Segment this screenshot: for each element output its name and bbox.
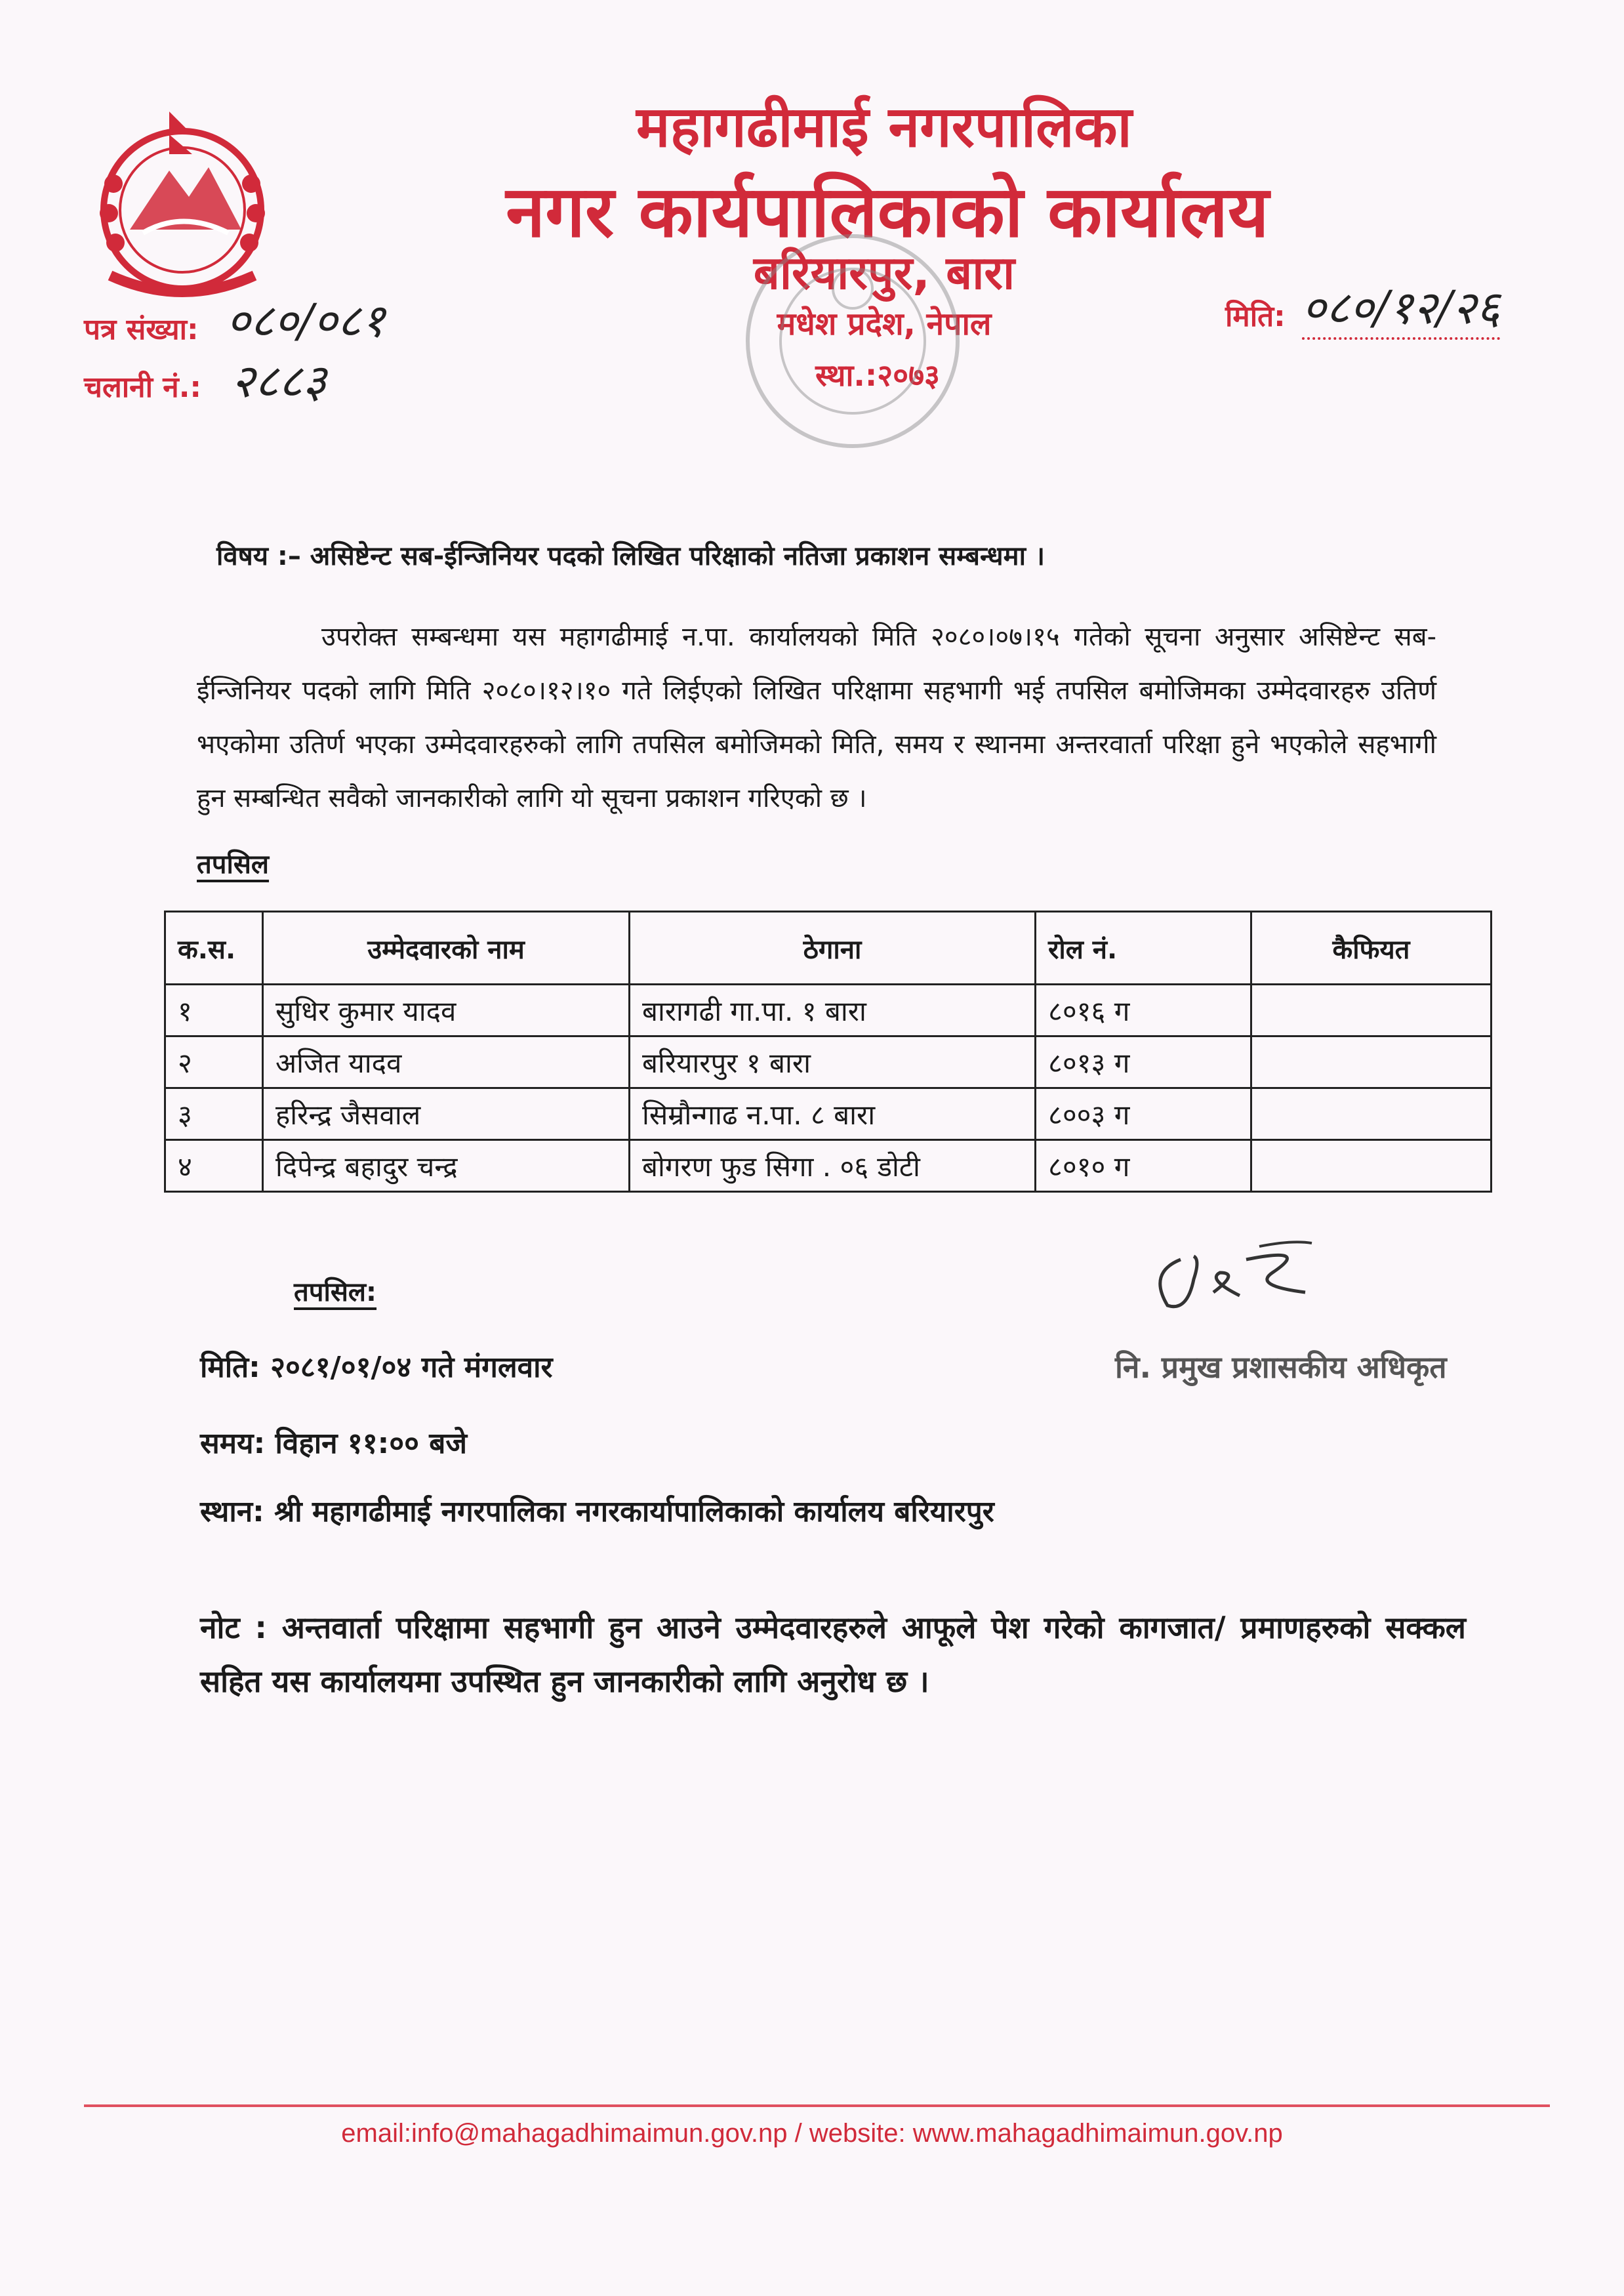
table-row [165, 985, 1492, 1036]
cell-address: बोगरण फुड सिगा . ०६ डोटी [630, 1140, 1036, 1192]
cell-roll: ८०१३ ग [1036, 1036, 1251, 1088]
cell-serial: २ [165, 1036, 263, 1088]
interview-date: मिति: २०८१/०१/०४ गते मंगलवार [200, 1351, 553, 1384]
table-header-row [165, 912, 1492, 985]
cell-remarks [1251, 1088, 1492, 1140]
municipality-name: महागढीमाई नगरपालिका [636, 94, 1132, 160]
officer-signature [1141, 1233, 1338, 1319]
schedule-heading: तपसिल: [294, 1277, 377, 1307]
footer-contact: email:info@mahagadhimaimun.gov.np / website: www.mahagadhimaimun.gov.np [341, 2119, 1283, 2148]
issue-date-label: मिति: [1225, 300, 1286, 333]
letter-number-value: ०८०/०८१ [226, 294, 385, 348]
signatory-title: नि. प्रमुख प्रशासकीय अधिकृत [1115, 1349, 1447, 1385]
office-city: बरियारपुर, बारा [753, 246, 1015, 300]
office-name: नगर कार्यपालिकाको कार्यालय [506, 171, 1269, 253]
table-row [165, 1036, 1492, 1088]
office-province: मधेश प्रदेश, नेपाल [777, 306, 992, 342]
cell-address: सिम्रौन्गाढ न.पा. ८ बारा [630, 1088, 1036, 1140]
table-row [165, 1088, 1492, 1140]
interview-time: समय: विहान ११:०० बजे [200, 1427, 468, 1460]
issue-date-value: ०८०/१२/२६ [1302, 274, 1500, 340]
dispatch-number-value: २८८३ [231, 354, 327, 408]
cell-name: दिपेन्द्र बहादुर चन्द्र [263, 1140, 630, 1192]
cell-name: सुधिर कुमार यादव [263, 985, 630, 1036]
candidates-table [164, 911, 1492, 1193]
cell-address: बरियारपुर १ बारा [630, 1036, 1036, 1088]
cell-roll: ८००३ ग [1036, 1088, 1251, 1140]
header-candidate-name: उम्मेदवारको नाम [263, 912, 630, 985]
notice-body-text: उपरोक्त सम्बन्धमा यस महागढीमाई न.पा. कार्यालयको मिति २०८०।०७।१५ गतेको सूचना अनुसार असिष्टेन्ट सब-ईन्जिनियर पदको लागि मिति २०८०।१२।१० गते लिईएको लिखित परिक्षामा सहभागी भई तपसिल बमोजिमका उम्मेदवारहरु उतिर्ण भएकोमा उतिर्ण भएका उम्मेदवारहरुको लागि तपसिल बमोजिमको मिति, समय र स्थानमा अन्तरवार्ता परिक्षा हुने भएकोले सहभागी हुन सम्बन्धित सवैको जानकारीको लागि यो सूचना प्रकाशन गरिएको छ । [197, 622, 1436, 813]
footer-divider [84, 2104, 1550, 2107]
cell-remarks [1251, 1036, 1492, 1088]
established-year: स्था.:२०७३ [815, 358, 940, 393]
notice-note: नोट : अन्तवार्ता परिक्षामा सहभागी हुन आउने उम्मेदवारहरुले आफूले पेश गरेको कागजात/ प्रमाणहरुको सक्कल सहित यस कार्यालयमा उपस्थित हुन जानकारीको लागि अनुरोध छ । [200, 1610, 1466, 1699]
office-seal-stamp [735, 223, 971, 459]
notice-subject: विषय :– असिष्टेन्ट सब-ईन्जिनियर पदको लिखित परिक्षाको नतिजा प्रकाशन सम्बन्धमा । [216, 541, 1045, 571]
cell-serial: ४ [165, 1140, 263, 1192]
cell-remarks [1251, 1140, 1492, 1192]
details-heading: तपसिल [197, 850, 270, 880]
dispatch-number-label: चलानी नं.: [84, 371, 202, 404]
cell-roll: ८०१० ग [1036, 1140, 1251, 1192]
interview-venue: स्थान: श्री महागढीमाई नगरपालिका नगरकार्यापालिकाको कार्यालय बरियारपुर [200, 1495, 994, 1528]
cell-address: बारागढी गा.पा. १ बारा [630, 985, 1036, 1036]
cell-name: हरिन्द्र जैसवाल [263, 1088, 630, 1140]
table-row [165, 1140, 1492, 1192]
header-roll-number: रोल नं. [1036, 912, 1251, 985]
cell-remarks [1251, 985, 1492, 1036]
header-serial: क.स. [165, 912, 263, 985]
cell-serial: ३ [165, 1088, 263, 1140]
header-address: ठेगाना [630, 912, 1036, 985]
cell-serial: १ [165, 985, 263, 1036]
notice-body [197, 610, 1436, 825]
cell-roll: ८०१६ ग [1036, 985, 1251, 1036]
header-remarks: कैफियत [1251, 912, 1492, 985]
letter-number-label: पत्र संख्या: [84, 313, 199, 346]
cell-name: अजित यादव [263, 1036, 630, 1088]
